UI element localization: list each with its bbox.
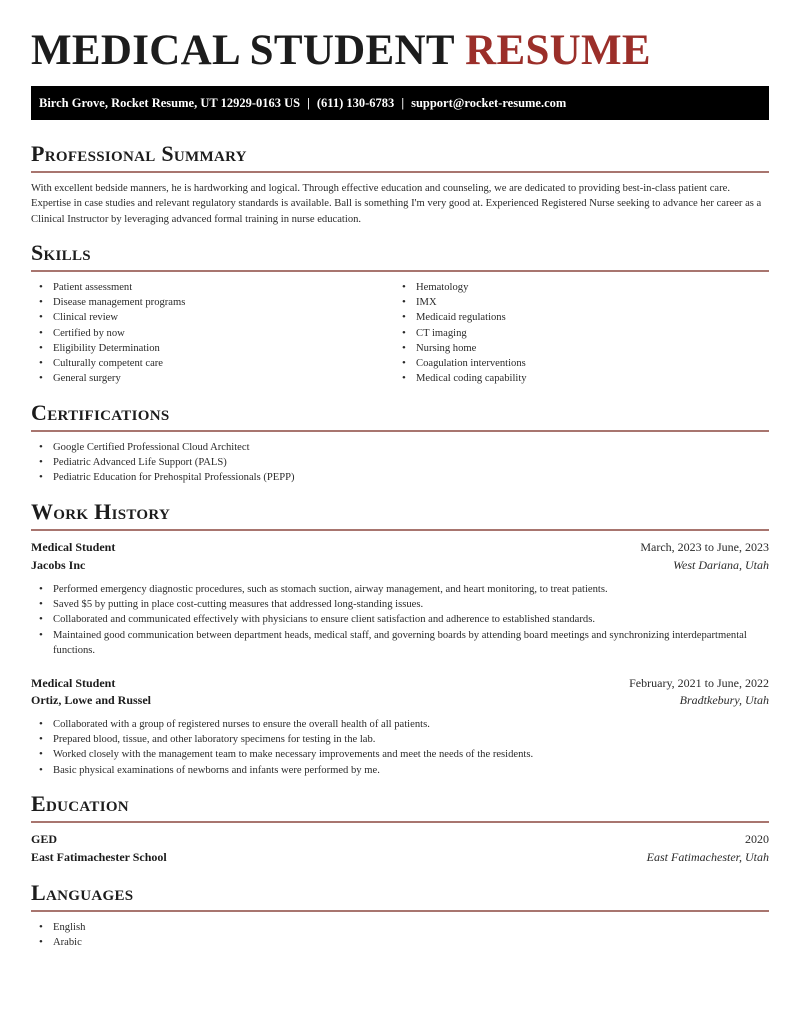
job-bullet: • Performed emergency diagnostic procedures, such as stomach suction, airway management, and heart monitoring, to treat patients.: [31, 582, 769, 597]
resume-title: [31, 27, 651, 75]
section-divider: [31, 430, 769, 432]
languages-list: [31, 920, 769, 950]
language-item: • Arabic: [31, 935, 769, 950]
skill-item: • Coagulation interventions: [394, 356, 754, 371]
job-bullet: • Prepared blood, tissue, and other laboratory specimens for testing in the lab.: [31, 732, 769, 747]
job-dates: February, 2021 to June, 2022: [629, 676, 769, 690]
skill-item: • Medicaid regulations: [394, 310, 754, 325]
certification-item: • Google Certified Professional Cloud Architect: [31, 440, 769, 455]
education-location: East Fatimachester, Utah: [646, 850, 769, 864]
skill-item: • General surgery: [31, 371, 391, 386]
summary-text: With excellent bedside manners, he is hardworking and logical. Through effective education and counseling, we are dedicated to providing best-in-class patient care. Expertise in case studies and relevant regulatory standards is available. Ball is something I'm very good at. Experienced Registered Nurse seeking to advance her career as a Clinical Instructor by leveraging advanced formal training in nurse education.: [31, 183, 762, 225]
contact-address: Birch Grove, Rocket Resume, UT 12929-0163 US: [39, 96, 301, 110]
certification-item: • Pediatric Advanced Life Support (PALS): [31, 455, 769, 470]
skill-item: • Patient assessment: [31, 280, 391, 295]
section-divider: [31, 171, 769, 173]
work-history-heading: Work History: [31, 499, 171, 524]
education-heading: Education: [31, 791, 129, 816]
certifications-heading: Certifications: [31, 400, 170, 425]
job-bullet: • Collaborated and communicated effectively with physicians to ensure client satisfaction and adherence to established standards.: [31, 612, 769, 627]
job-bullet: • Saved $5 by putting in place cost-cutting measures that addressed long-standing issues.: [31, 597, 769, 612]
job-subheader: [31, 693, 769, 708]
skill-item: • Hematology: [394, 280, 754, 295]
section-divider: [31, 270, 769, 272]
skills-list-left: [31, 280, 391, 386]
skills-heading: Skills: [31, 240, 91, 265]
job-header: [31, 676, 769, 691]
job-title: Medical Student: [31, 540, 116, 554]
skill-item: • Disease management programs: [31, 295, 391, 310]
skill-item: • Eligibility Determination: [31, 341, 391, 356]
job-company: Ortiz, Lowe and Russel: [31, 693, 151, 707]
skill-item: • Certified by now: [31, 326, 391, 341]
job-bullet: • Basic physical examinations of newborns and infants were performed by me.: [31, 763, 769, 778]
contact-phone: (611) 130-6783: [316, 96, 395, 110]
education-header: [31, 832, 769, 847]
education-school: East Fatimachester School: [31, 850, 167, 864]
languages-heading: Languages: [31, 880, 134, 905]
skill-item: • Medical coding capability: [394, 371, 754, 386]
contact-bar: [31, 86, 769, 120]
certifications-list: [31, 440, 769, 486]
skill-item: • Culturally competent care: [31, 356, 391, 371]
section-divider: [31, 529, 769, 531]
language-item: • English: [31, 920, 769, 935]
contact-separator: |: [307, 96, 310, 110]
education-subheader: [31, 850, 769, 865]
contact-email: support@rocket-resume.com: [411, 96, 567, 110]
job-location: West Dariana, Utah: [673, 558, 769, 572]
job-bullets: [31, 582, 769, 658]
job-title: Medical Student: [31, 676, 116, 690]
job-bullet: • Maintained good communication between department heads, medical staff, and governing boards by attending board meetings and synchronizing interdepartmental functions.: [31, 628, 769, 658]
job-company: Jacobs Inc: [31, 558, 86, 572]
job-header: [31, 540, 769, 555]
skill-item: • CT imaging: [394, 326, 754, 341]
skill-item: • Nursing home: [394, 341, 754, 356]
section-divider: [31, 910, 769, 912]
section-divider: [31, 821, 769, 823]
job-bullet: • Collaborated with a group of registered nurses to ensure the overall health of all patients.: [31, 717, 769, 732]
job-subheader: [31, 558, 769, 573]
summary-heading: Professional Summary: [31, 141, 247, 166]
skill-item: • Clinical review: [31, 310, 391, 325]
education-year: 2020: [745, 832, 769, 846]
contact-separator: |: [401, 96, 405, 110]
job-bullets: [31, 717, 769, 778]
education-degree: GED: [31, 832, 58, 846]
title-part-2: RESUME: [465, 27, 651, 74]
certification-item: • Pediatric Education for Prehospital Professionals (PEPP): [31, 470, 769, 485]
job-bullet: • Worked closely with the management team to make necessary improvements and meet the needs of the residents.: [31, 747, 769, 762]
job-location: Bradtkebury, Utah: [679, 693, 769, 707]
job-dates: March, 2023 to June, 2023: [640, 540, 769, 554]
skills-list-right: [394, 280, 754, 386]
title-part-1: MEDICAL STUDENT: [31, 27, 455, 74]
skill-item: • IMX: [394, 295, 754, 310]
